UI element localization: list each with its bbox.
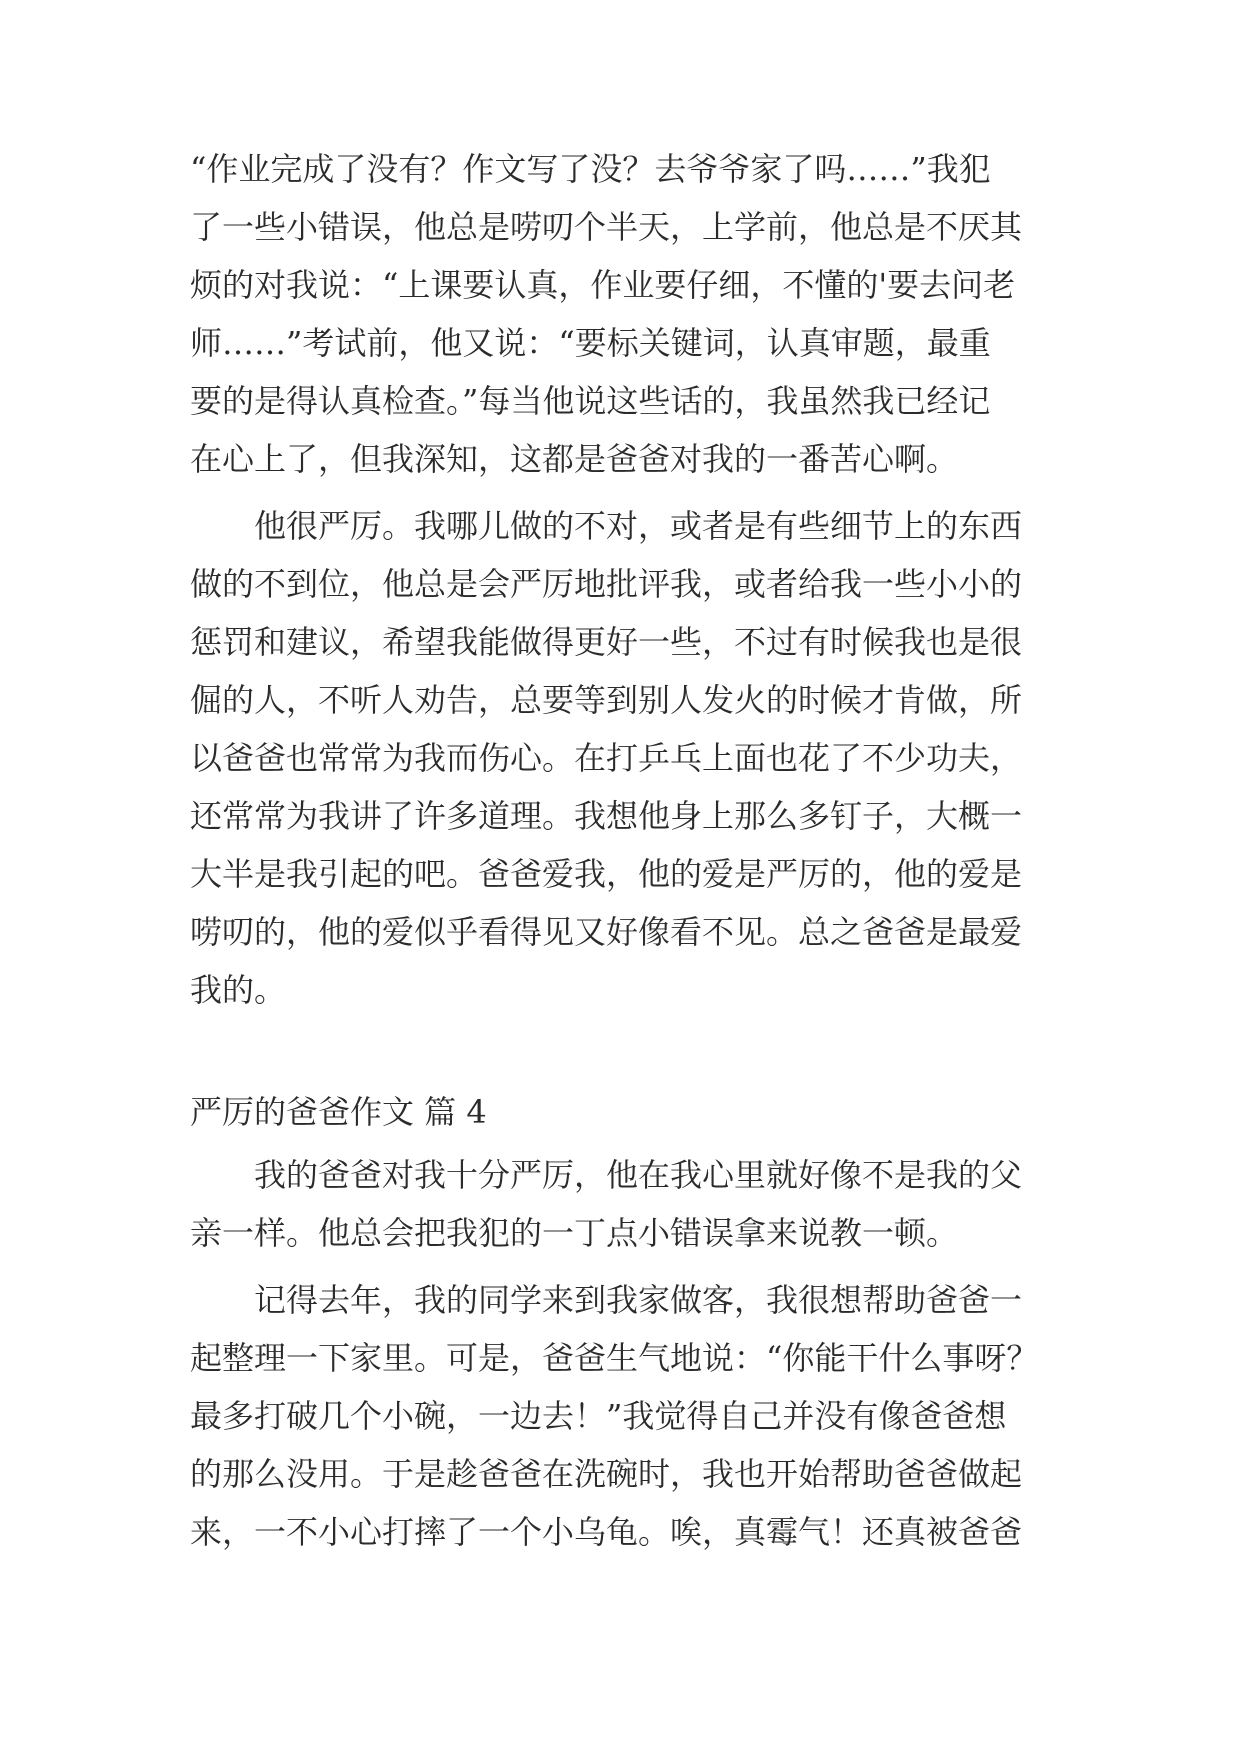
text-line: 要的是得认真检查。”每当他说这些话的，我虽然我已经记 xyxy=(190,382,991,420)
text-line: 惩罚和建议，希望我能做得更好一些，不过有时候我也是很 xyxy=(190,623,1023,661)
section-title: 严厉的爸爸作文 篇 4 xyxy=(190,1093,487,1131)
text-line: 唠叨的，他的爱似乎看得见又好像看不见。总之爸爸是最爱 xyxy=(190,913,1023,951)
text-line: 的那么没用。于是趁爸爸在洗碗时，我也开始帮助爸爸做起 xyxy=(190,1455,1023,1493)
text-line: 做的不到位，他总是会严厉地批评我，或者给我一些小小的 xyxy=(190,565,1023,603)
text-line: 烦的对我说：“上课要认真，作业要仔细，不懂的'要去问老 xyxy=(190,266,1016,304)
text-line: 倔的人，不听人劝告，总要等到别人发火的时候才肯做，所 xyxy=(190,681,1023,719)
text-line: 以爸爸也常常为我而伤心。在打乒乓上面也花了不少功夫， xyxy=(190,739,1023,777)
text-line: 师……”考试前，他又说：“要标关键词，认真审题，最重 xyxy=(190,324,991,362)
text-line: 我的爸爸对我十分严厉，他在我心里就好像不是我的父 xyxy=(190,1156,1023,1194)
text-line: 来，一不小心打摔了一个小乌龟。唉，真霉气！还真被爸爸 xyxy=(190,1513,1023,1551)
text-line: 他很严厉。我哪儿做的不对，或者是有些细节上的东西 xyxy=(190,507,1023,545)
text-line: “作业完成了没有？作文写了没？去爷爷家了吗……”我犯 xyxy=(190,150,991,188)
text-line: 最多打破几个小碗，一边去！”我觉得自己并没有像爸爸想 xyxy=(190,1397,1007,1435)
text-line: 亲一样。他总会把我犯的一丁点小错误拿来说教一顿。 xyxy=(190,1214,959,1252)
text-line: 在心上了，但我深知，这都是爸爸对我的一番苦心啊。 xyxy=(190,440,959,478)
text-line: 大半是我引起的吧。爸爸爱我，他的爱是严厉的，他的爱是 xyxy=(190,855,1023,893)
text-line: 了一些小错误，他总是唠叨个半天，上学前，他总是不厌其 xyxy=(190,208,1023,246)
text-line: 起整理一下家里。可是，爸爸生气地说：“你能干什么事呀？ xyxy=(190,1339,1039,1377)
text-line: 还常常为我讲了许多道理。我想他身上那么多钉子，大概一 xyxy=(190,797,1023,835)
text-line: 记得去年，我的同学来到我家做客，我很想帮助爸爸一 xyxy=(190,1281,1023,1319)
text-line: 我的。 xyxy=(190,971,287,1009)
